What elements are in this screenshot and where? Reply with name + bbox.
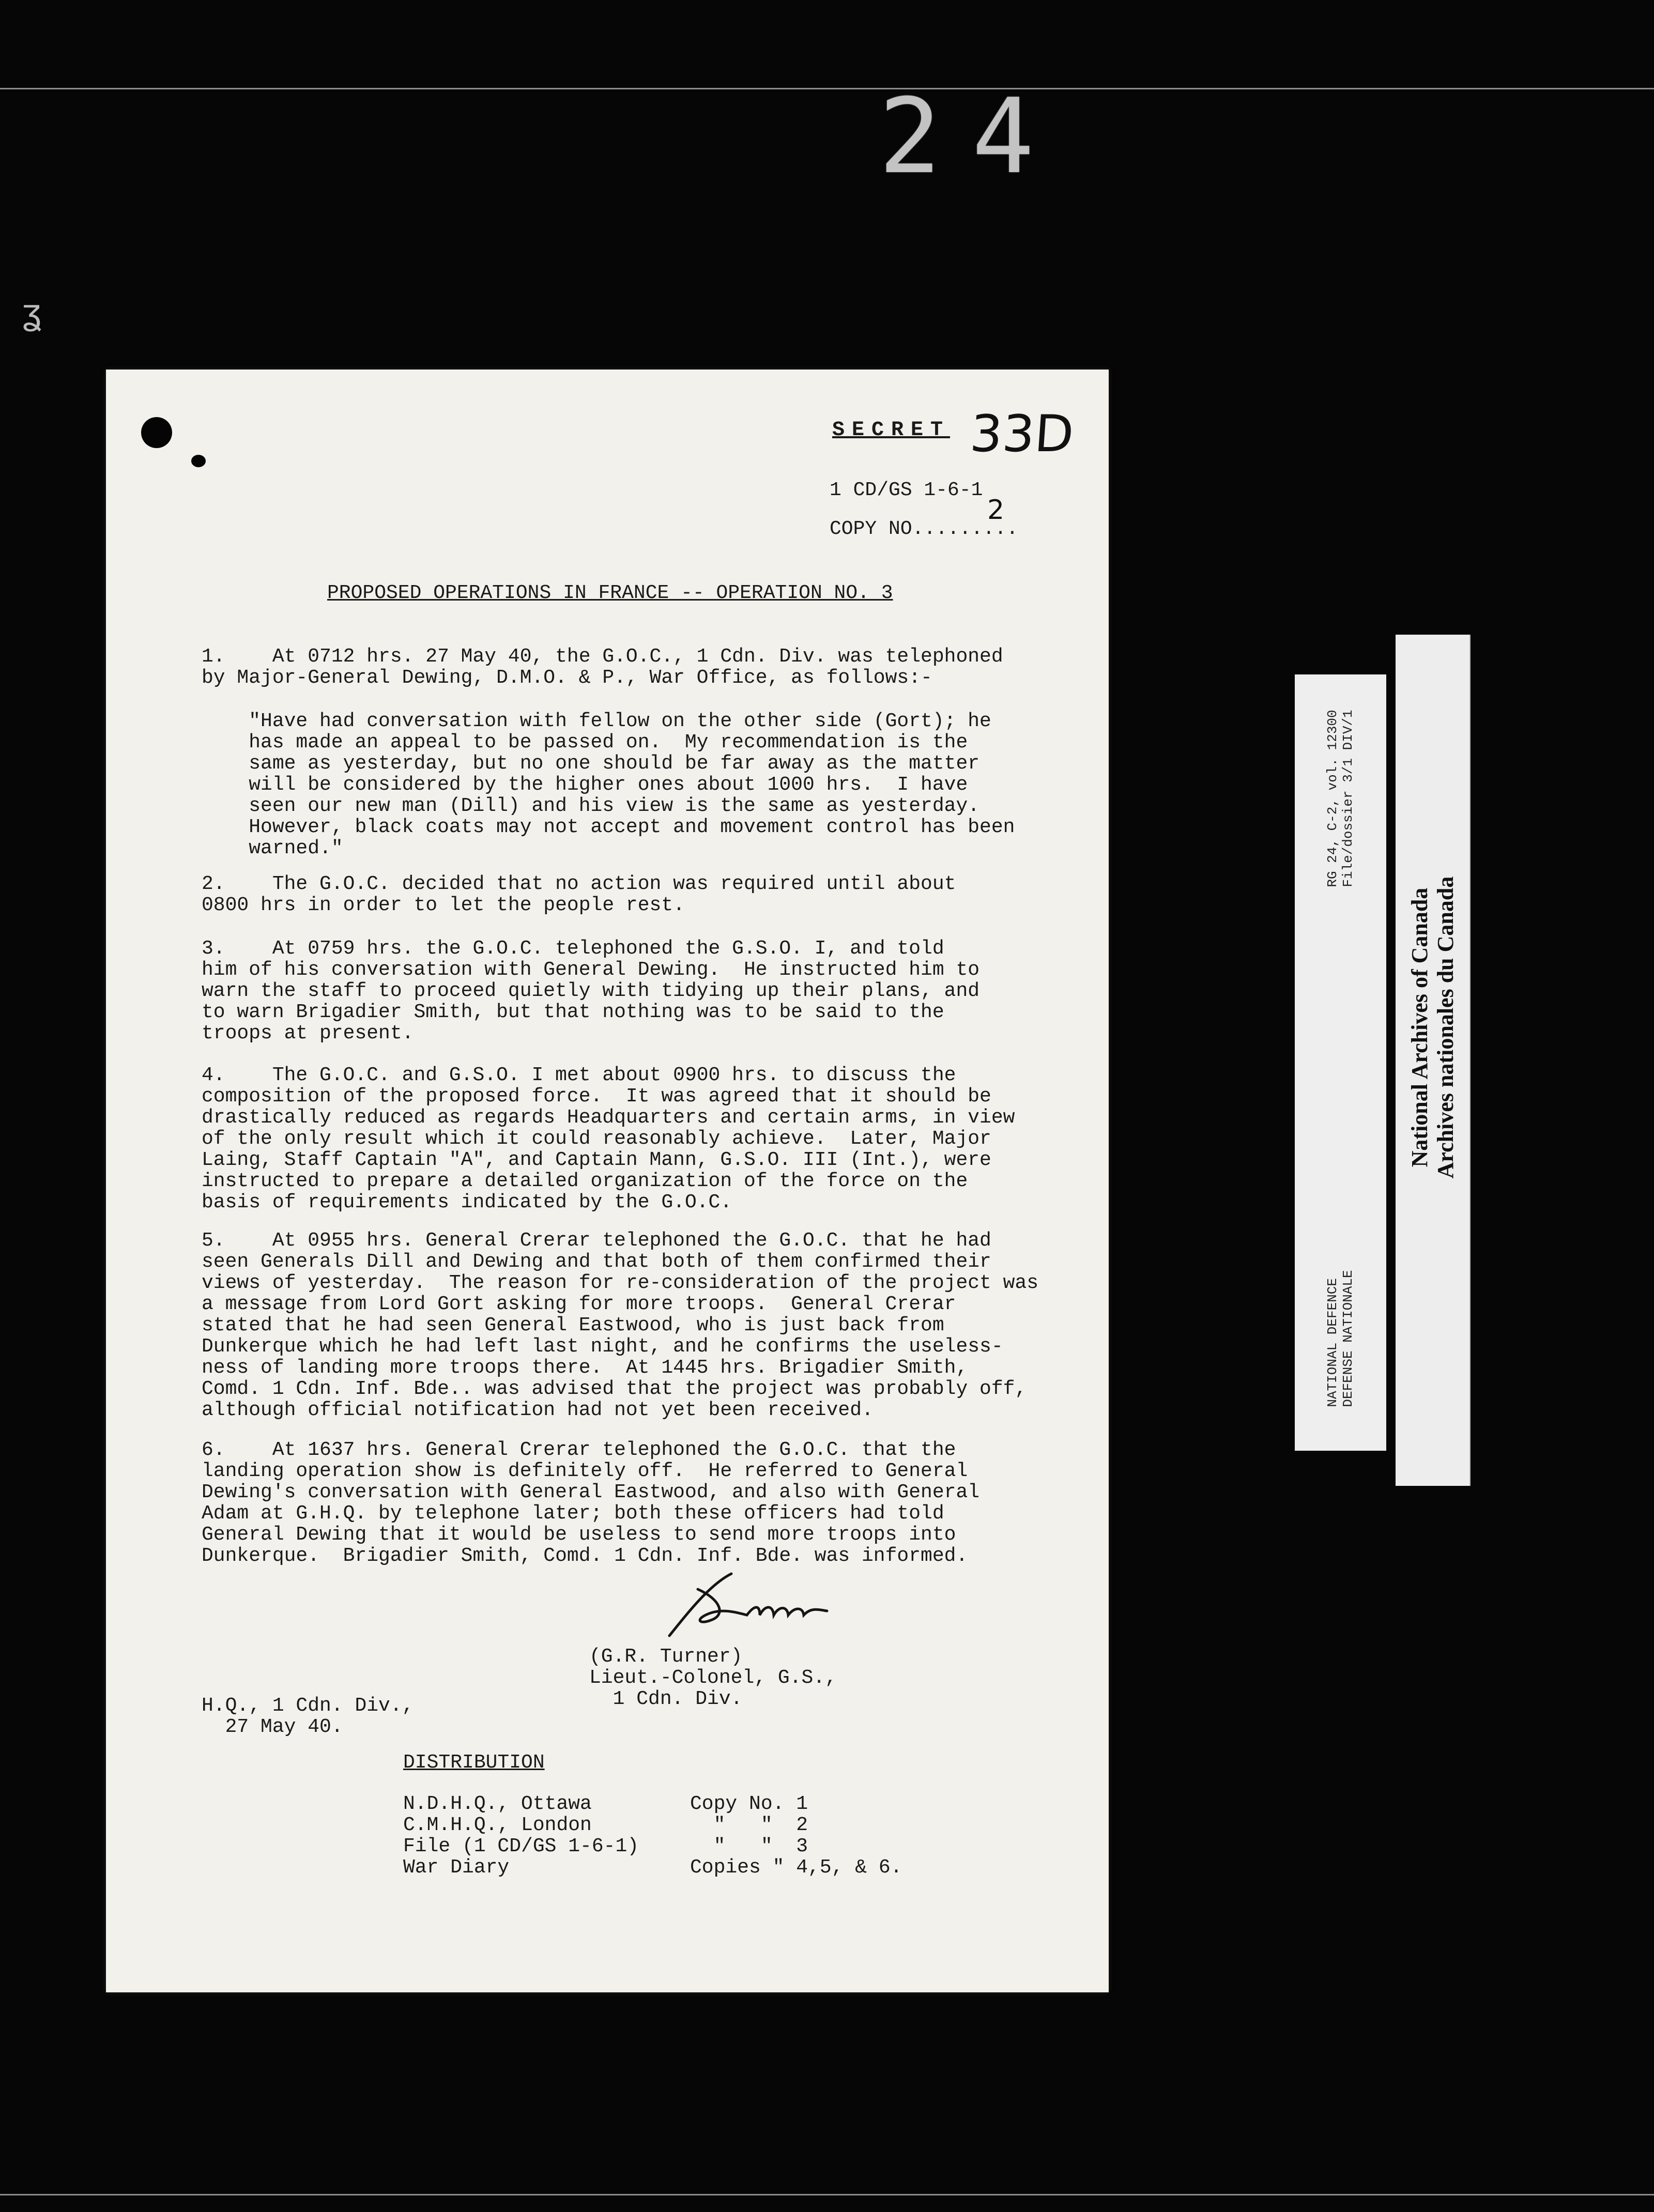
department-label: NATIONAL DEFENCE DEFENSE NATIONALE [1325, 1270, 1356, 1407]
paragraph-1: 1. At 0712 hrs. 27 May 40, the G.O.C., 1 Cdn. Div. was telephoned by Major-General Dewing, D.M.O. & P., War Office, as follows:- [202, 646, 1003, 689]
paragraph-5: 5. At 0955 hrs. General Crerar telephoned the G.O.C. that he had seen Generals Dill and Dewing and that both of them confirmed their views of yesterday. The reason for re-consideration of the project was a message from Lord Gort asking for more troops. General Crerar stated that he had seen General Eastwood, who is just back from Dunkerque which he had left last night, and he confirms the useless- ness of landing more troops there. At 1445 hrs. Brigadier Smith, Comd. 1 Cdn. Inf. Bde.. was advised that the project was probably off, although official notification had not yet been received. [202, 1230, 1039, 1421]
archive-reference-label [1295, 674, 1386, 1451]
top-film-border [0, 88, 1654, 89]
quoted-message: "Have had conversation with fellow on the other side (Gort); he has made an appeal to be passed on. My recommendation is the same as yesterday, but no one should be far away as the matter will be considered by the higher ones about 1000 hrs. I have seen our new man (Dill) and his view is the same as yesterday. However, black coats may not accept and movement control has been warned." [249, 710, 1015, 859]
corner-handwritten-mark: ʓ [21, 295, 43, 335]
paragraph-2: 2. The G.O.C. decided that no action was required until about 0800 hrs in order to let the people rest. [202, 873, 956, 916]
file-reference: 1 CD/GS 1-6-1 [830, 479, 983, 501]
classification-stamp: SECRET [832, 419, 951, 442]
signature-block: (G.R. Turner) Lieut.-Colonel, G.S., 1 Cdn. Div. [589, 1646, 837, 1710]
distribution-copies: Copy No. 1 " " 2 " " 3 Copies " 4,5, & 6. [690, 1793, 902, 1879]
handwritten-file-number: 33D [968, 405, 1076, 464]
document-page [106, 370, 1109, 1992]
distribution-title: DISTRIBUTION [403, 1752, 545, 1774]
bottom-film-border [0, 2194, 1654, 2195]
copy-number-handwritten: 2 [987, 495, 1005, 526]
headquarters-date: H.Q., 1 Cdn. Div., 27 May 40. [202, 1695, 414, 1738]
copy-number-line: COPY NO......... [830, 518, 1018, 540]
frame-number: 24 [879, 76, 1065, 197]
paragraph-3: 3. At 0759 hrs. the G.O.C. telephoned the G.S.O. I, and told him of his conversation with General Dewing. He instructed him to warn the staff to proceed quietly with tidying up their plans, and to warn Brigadier Smith, but that nothing was to be said to the troops at present. [202, 938, 980, 1044]
distribution-recipients: N.D.H.Q., Ottawa C.M.H.Q., London File (1 CD/GS 1-6-1) War Diary [403, 1793, 639, 1879]
document-title: PROPOSED OPERATIONS IN FRANCE -- OPERATION NO. 3 [327, 582, 893, 604]
archives-label [1396, 635, 1469, 1486]
paragraph-6: 6. At 1637 hrs. General Crerar telephoned the G.O.C. that the landing operation show is definitely off. He referred to General Dewing's conversation with General Eastwood, and also with General Adam at G.H.Q. by telephone later; both these officers had told General Dewing that it would be useless to send more troops into Dunkerque. Brigadier Smith, Comd. 1 Cdn. Inf. Bde. was informed. [202, 1439, 980, 1567]
paragraph-4: 4. The G.O.C. and G.S.O. I met about 0900 hrs. to discuss the composition of the proposed force. It was agreed that it should be drastically reduced as regards Headquarters and certain arms, in view of the only result which it could reasonably achieve. Later, Major Laing, Staff Captain "A", and Captain Mann, G.S.O. III (Int.), were instructed to prepare a detailed organization of the force on the basis of requirements indicated by the G.O.C. [202, 1064, 1015, 1213]
punch-hole-small [191, 455, 206, 467]
archive-reference: RG 24, C-2, vol. 12300 File/dossier 3/1 DIV/1 [1325, 710, 1356, 887]
punch-hole [141, 417, 172, 448]
archives-name: National Archives of Canada Archives nationales du Canada [1407, 876, 1458, 1179]
handwritten-signature [649, 1563, 845, 1646]
